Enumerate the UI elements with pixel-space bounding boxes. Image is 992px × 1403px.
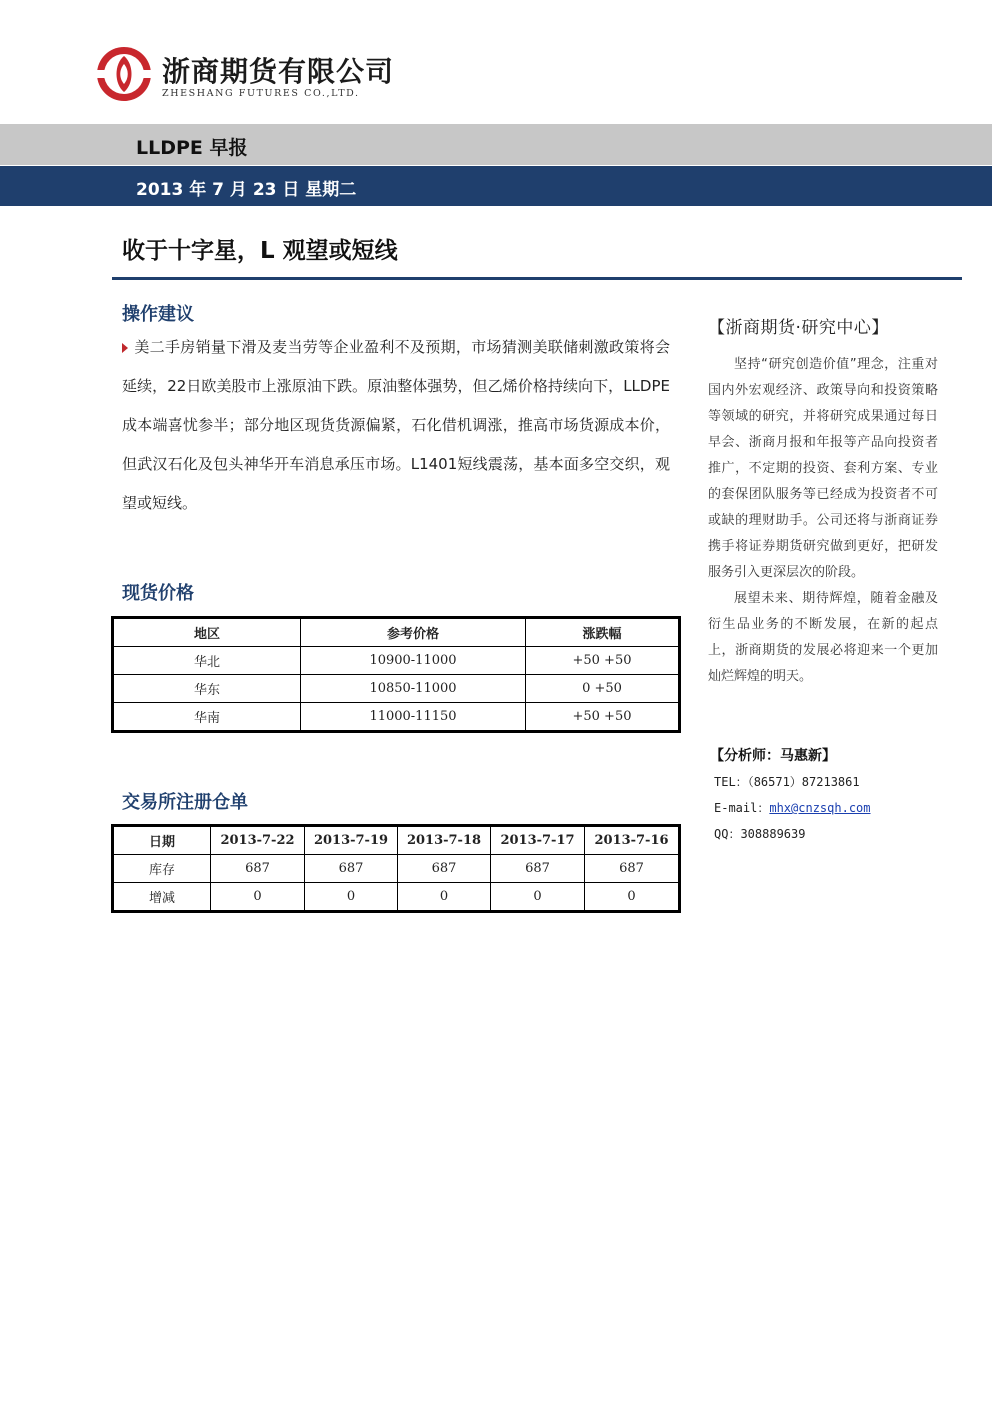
header-cell: 2013-7-18 <box>398 827 491 855</box>
company-logo-icon <box>96 46 152 102</box>
advice-text: 美二手房销量下滑及麦当劳等企业盈利不及预期，市场猜测美联储刺激政策将会延续，22日欧美股市上涨原油下跌。原油整体强势，但乙烯价格持续向下，LLDPE成本端喜忧参半；部分地区现货货源偏紧，石化借机调涨，推高市场货源成本价，但武汉石化及包头神华开车消息承压市场。L1401短线震荡，基本面多空交织，观望或短线。 <box>122 338 670 512</box>
tel-value: （86571）87213861 <box>747 775 860 789</box>
table-cell: 0 +50 <box>526 675 679 703</box>
table-cell: 11000-11150 <box>301 703 526 731</box>
table-header-row <box>114 827 679 855</box>
tel-label: TEL： <box>714 775 748 789</box>
analyst-email <box>714 799 871 816</box>
research-center-para-1: 坚持“研究创造价值”理念，注重对国内外宏观经济、政策导向和投资策略等领域的研究，并将研究成果通过每日早会、浙商月报和年报等产品向投资者推广，不定期的投资、套利方案、专业的套保团队服务等已经成为投资者不可或缺的理财助手。公司还将与浙商证券携手将证券期货研究做到更好，把研发服务引入更深层次的阶段。 <box>708 357 938 580</box>
headline-divider <box>112 277 962 280</box>
research-center-title: 【浙商期货·研究中心】 <box>708 318 889 338</box>
table-header-row <box>114 619 679 647</box>
company-name-cn: 浙商期货有限公司 <box>162 55 395 88</box>
header-cell: 2013-7-19 <box>305 827 398 855</box>
table-cell: 0 <box>398 883 491 911</box>
bullet-arrow-icon <box>122 343 128 353</box>
warrants-table <box>113 826 679 911</box>
table-row <box>114 647 679 675</box>
table-cell: 10900-11000 <box>301 647 526 675</box>
table-row <box>114 703 679 731</box>
analyst-tel <box>714 773 860 790</box>
warrants-title: 交易所注册仓单 <box>122 792 248 813</box>
spot-title: 现货价格 <box>122 583 194 604</box>
header-cell: 日期 <box>114 827 211 855</box>
table-cell: 增减 <box>114 883 211 911</box>
header-cell: 涨跌幅 <box>526 619 679 647</box>
advice-paragraph <box>122 328 670 523</box>
table-row <box>114 855 679 883</box>
research-center-para-2: 展望未来、期待辉煌，随着金融及衍生品业务的不断发展，在新的起点上，浙商期货的发展必将迎来一个更加灿烂辉煌的明天。 <box>708 591 938 684</box>
table-row <box>114 883 679 911</box>
table-cell: 库存 <box>114 855 211 883</box>
header-cell: 2013-7-17 <box>491 827 585 855</box>
headline: 收于十字星，L 观望或短线 <box>122 238 398 264</box>
table-cell: 687 <box>305 855 398 883</box>
header-cell: 2013-7-16 <box>585 827 679 855</box>
table-cell: 华东 <box>114 675 301 703</box>
company-name-en: ZHESHANG FUTURES CO.,LTD. <box>162 88 360 99</box>
table-cell: 687 <box>398 855 491 883</box>
table-cell: 0 <box>305 883 398 911</box>
table-cell: 0 <box>211 883 305 911</box>
table-cell: 0 <box>585 883 679 911</box>
table-cell: 687 <box>211 855 305 883</box>
table-cell: 0 <box>491 883 585 911</box>
research-center-body <box>708 352 938 690</box>
email-link[interactable]: mhx@cnzsqh.com <box>769 801 871 815</box>
table-cell: 687 <box>585 855 679 883</box>
header-cell: 地区 <box>114 619 301 647</box>
table-cell: 华南 <box>114 703 301 731</box>
analyst-qq <box>714 825 805 842</box>
table-cell: 687 <box>491 855 585 883</box>
table-cell: +50 +50 <box>526 703 679 731</box>
report-type: LLDPE 早报 <box>136 137 248 159</box>
qq-label: QQ： <box>714 827 741 841</box>
table-cell: 10850-11000 <box>301 675 526 703</box>
email-label: E-mail： <box>714 801 770 815</box>
report-date: 2013 年 7 月 23 日 星期二 <box>136 180 357 200</box>
header-cell: 2013-7-22 <box>211 827 305 855</box>
analyst-title: 【分析师：马惠新】 <box>710 748 836 764</box>
report-type-band <box>0 124 992 165</box>
table-cell: +50 +50 <box>526 647 679 675</box>
spot-price-table <box>113 618 679 731</box>
header-cell: 参考价格 <box>301 619 526 647</box>
qq-value: 308889639 <box>740 827 806 841</box>
date-band <box>0 166 992 206</box>
table-cell: 华北 <box>114 647 301 675</box>
advice-title: 操作建议 <box>122 304 194 325</box>
table-row <box>114 675 679 703</box>
